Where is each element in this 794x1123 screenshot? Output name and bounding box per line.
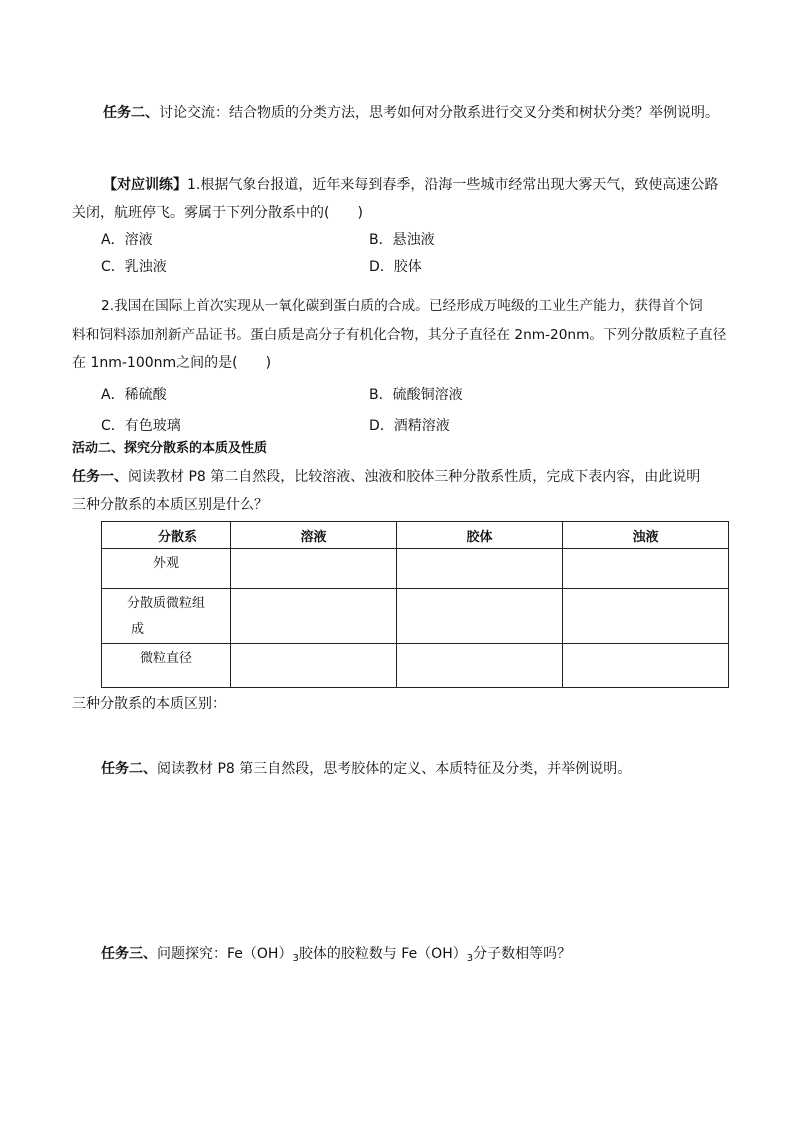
q2-option-b: B．硫酸铜溶液 [369, 387, 463, 403]
q1-option-b: B．悬浊液 [369, 232, 435, 248]
table-header-solution: 溶液 [231, 522, 397, 549]
task2-read-text: 阅读教材 P8 第三自然段，思考胶体的定义、本质特征及分类，并举例说明。 [157, 761, 632, 777]
task2-read-label: 任务二、 [101, 761, 157, 777]
row-label-text: 微粒直径 [139, 651, 192, 666]
table-row [102, 549, 729, 589]
row-label-text: 外观 [152, 556, 179, 571]
row-label-text-cont: 成 [131, 622, 145, 637]
q1-text-line2: 关闭，航班停飞。雾属于下列分散系中的( ) [72, 205, 363, 221]
table-row [102, 589, 729, 644]
q1-option-d: D．胶体 [369, 259, 422, 275]
task3-sub-b: 3 [466, 953, 474, 964]
table-cell[interactable] [563, 589, 729, 644]
essential-difference-label: 三种分散系的本质区别： [72, 696, 226, 712]
q1-text-line1: 1.根据气象台报道，近年来每到春季，沿海一些城市经常出现大雾天气，致使高速公路 [187, 177, 719, 193]
table-cell[interactable] [563, 644, 729, 688]
task3-line [101, 944, 571, 969]
task3-text-c: 分子数相等吗？ [473, 946, 572, 962]
table-cell[interactable] [231, 644, 397, 688]
table-cell[interactable] [563, 549, 729, 589]
task3-text-b: 胶体的胶粒数与 Fe（OH） [298, 946, 467, 962]
task1-line1 [72, 467, 700, 487]
table-cell[interactable] [397, 589, 563, 644]
task1-label: 任务一、 [72, 469, 128, 485]
table-header-suspension: 浊液 [563, 522, 729, 549]
task2-discuss-line [103, 103, 719, 123]
q2-option-d: D．酒精溶液 [369, 418, 450, 434]
table-row-label-appearance [102, 549, 231, 589]
q1-option-c: C．乳浊液 [101, 259, 167, 275]
table-cell[interactable] [397, 549, 563, 589]
practice-q1-line1 [103, 175, 718, 195]
table-row [102, 644, 729, 688]
task2-discuss-text: 讨论交流：结合物质的分类方法，思考如何对分散系进行交叉分类和树状分类？举例说明。 [159, 105, 719, 121]
task3-text-a: 问题探究：Fe（OH） [157, 946, 293, 962]
q2-text-line3: 在 1nm-100nm之间的是( ) [72, 355, 272, 371]
task3-sub-a: 3 [292, 953, 299, 964]
table-header-dispersion: 分散系 [102, 522, 231, 549]
table-header-colloid: 胶体 [397, 522, 563, 549]
table-cell[interactable] [231, 549, 397, 589]
task1-text-line2: 三种分散系的本质区别是什么？ [72, 497, 268, 513]
dispersion-comparison-table [101, 521, 729, 688]
task2-read-line [101, 759, 631, 779]
task2-discuss-label: 任务二、 [103, 105, 159, 121]
table-row-label-composition [102, 589, 231, 644]
task3-label: 任务三、 [101, 946, 157, 962]
q1-option-a: A．溶液 [101, 232, 153, 248]
task1-text-line1: 阅读教材 P8 第二自然段，比较溶液、浊液和胶体三种分散系性质，完成下表内容，由此说明 [128, 469, 701, 485]
activity2-title: 活动二、探究分散系的本质及性质 [72, 441, 268, 456]
table-cell[interactable] [231, 589, 397, 644]
q2-text-line1: 2.我国在国际上首次实现从一氧化碳到蛋白质的合成。已经形成万吨级的工业生产能力，获得首个饲 [101, 298, 703, 314]
table-cell[interactable] [397, 644, 563, 688]
q2-option-c: C．有色玻璃 [101, 418, 181, 434]
row-label-text: 分散质微粒组 [126, 596, 205, 611]
table-row-label-diameter [102, 644, 231, 688]
practice-label: 【对应训练】 [103, 177, 187, 193]
q2-option-a: A．稀硫酸 [101, 387, 167, 403]
q2-text-line2: 料和饲料添加剂新产品证书。蛋白质是高分子有机化合物，其分子直径在 2nm-20nm。下列分散质粒子直径 [72, 327, 727, 343]
table-header-row [102, 522, 729, 549]
